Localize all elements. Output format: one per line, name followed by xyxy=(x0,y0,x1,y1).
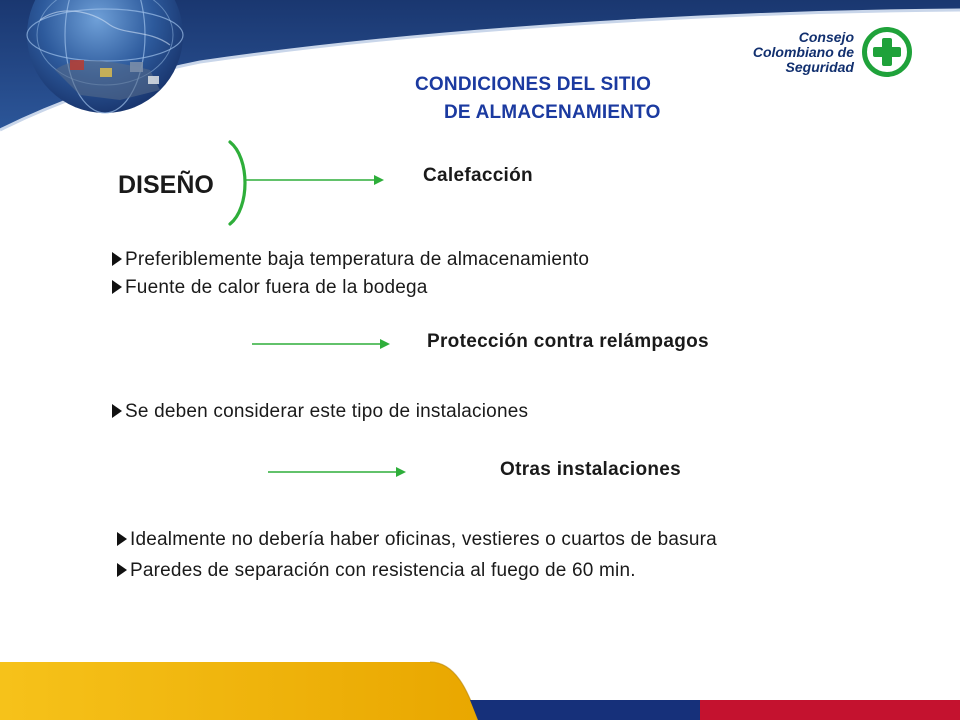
organization-logo xyxy=(742,22,922,92)
logo-line-2: Colombiano de xyxy=(752,44,854,60)
bullet-item xyxy=(112,276,428,299)
diseno-label: DISEÑO xyxy=(118,171,214,199)
slide-title-line-1: CONDICIONES DEL SITIO xyxy=(415,74,652,95)
arrow-calefaccion xyxy=(246,172,386,188)
bullet-text: Idealmente no debería haber oficinas, vestieres o cuartos de basura xyxy=(130,529,717,550)
bullet-arrow-icon xyxy=(112,252,122,266)
bullet-arrow-icon xyxy=(112,280,122,294)
bullet-text: Fuente de calor fuera de la bodega xyxy=(125,277,428,298)
footer-band xyxy=(0,660,960,720)
logo-text xyxy=(742,30,854,75)
bullet-item xyxy=(117,559,636,582)
bullet-arrow-icon xyxy=(112,404,122,418)
arrow-otras xyxy=(268,464,408,480)
logo-line-1: Consejo xyxy=(798,29,854,45)
slide-title-line-2: DE ALMACENAMIENTO xyxy=(444,102,661,123)
bullet-arrow-icon xyxy=(117,532,127,546)
bullet-text: Se deben considerar este tipo de instalaciones xyxy=(125,401,529,422)
logo-line-3: Seguridad xyxy=(785,59,854,75)
arrow-proteccion xyxy=(252,336,392,352)
green-cross-icon xyxy=(862,27,912,77)
bullet-arrow-icon xyxy=(117,563,127,577)
bullet-text: Paredes de separación con resistencia al fuego de 60 min. xyxy=(130,560,636,581)
section-heading-proteccion: Protección contra relámpagos xyxy=(427,331,709,352)
bullet-item xyxy=(112,400,528,423)
section-heading-calefaccion: Calefacción xyxy=(423,165,533,186)
bullet-item xyxy=(112,248,589,271)
bullet-item xyxy=(117,528,717,551)
section-heading-otras: Otras instalaciones xyxy=(500,459,681,480)
bullet-text: Preferiblemente baja temperatura de almacenamiento xyxy=(125,249,590,270)
